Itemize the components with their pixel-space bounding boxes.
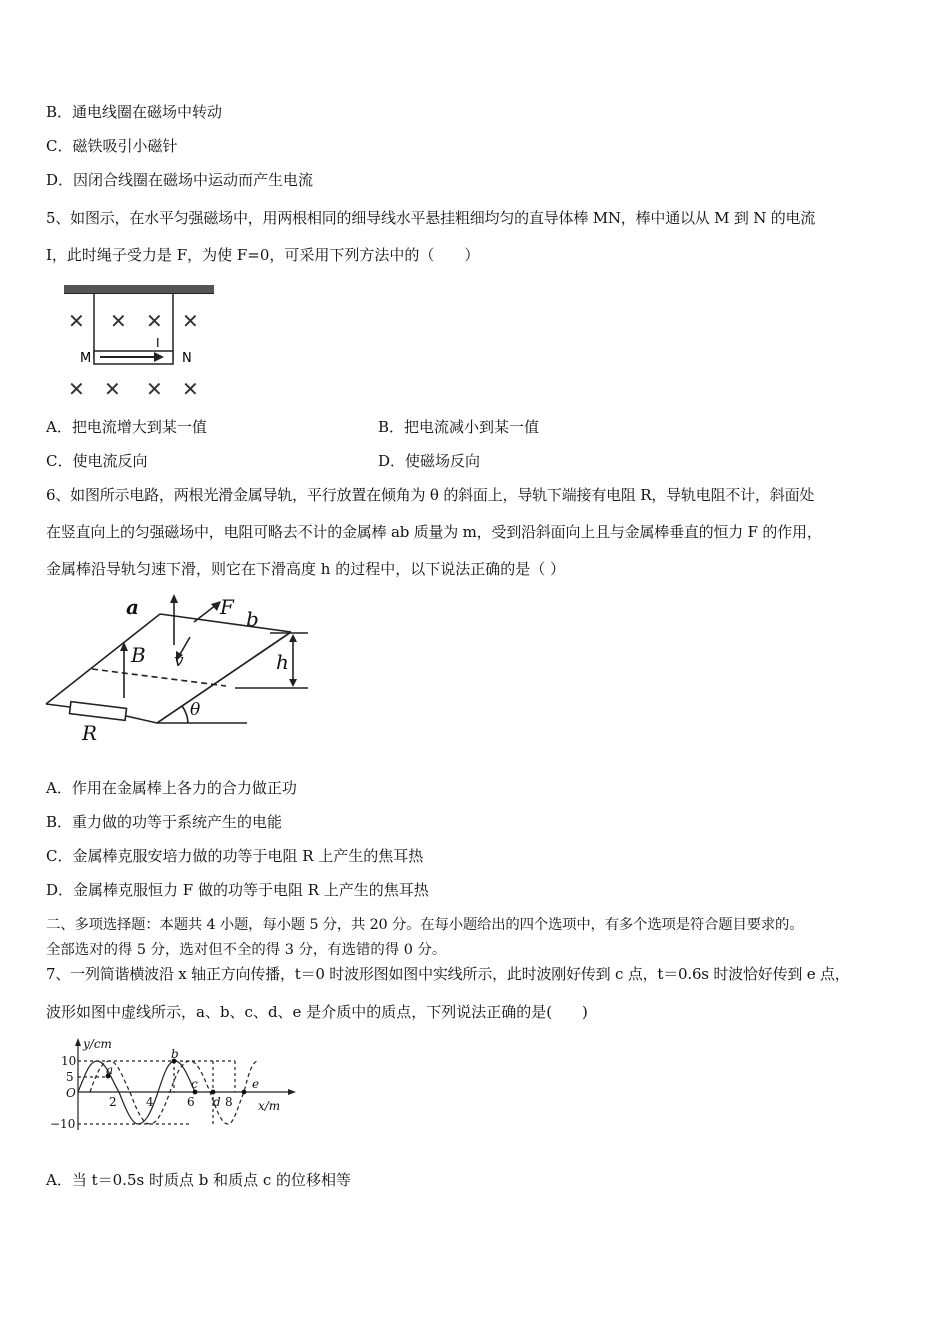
section2-line2: 全部选对的得 5 分，选对但不全的得 3 分，有选错的得 0 分。 (46, 942, 447, 958)
q5-option-b: B．把电流减小到某一值 (378, 418, 540, 436)
label-b: b (246, 607, 259, 631)
q6-option-d: D．金属棒克服恒力 F 做的功等于电阻 R 上产生的焦耳热 (46, 881, 429, 899)
q4-option-b: B．通电线圈在磁场中转动 (46, 103, 223, 121)
label-field-b: B (131, 643, 146, 667)
field-cross: ✕ (104, 377, 121, 401)
bottom-wire (46, 704, 70, 707)
label-b: b (171, 1047, 179, 1061)
q6-stem-line2: 在竖直向上的匀强磁场中，电阻可略去不计的金属棒 ab 质量为 m，受到沿斜面向上且与金属棒垂直的恒力 F 的作用， (46, 523, 822, 541)
q7-stem-line2: 波形如图中虚线所示，a、b、c、d、e 是介质中的质点，下列说法正确的是( ) (46, 1003, 588, 1021)
field-cross: ✕ (68, 309, 85, 333)
ceiling-hatch (64, 285, 214, 293)
label-f: F (220, 595, 234, 619)
tick-y-neg10: −10 (50, 1117, 76, 1131)
slope-incline (157, 632, 291, 723)
q6-stem-line3: 金属棒沿导轨匀速下滑，则它在下滑高度 h 的过程中，以下说法正确的是（ ） (46, 560, 565, 578)
tick-y-5: 5 (66, 1070, 74, 1084)
label-theta: θ (190, 700, 201, 720)
q5-figure (60, 283, 220, 403)
q5-stem-line2: I，此时绳子受力是 F，为使 F=0，可采用下列方法中的（ ） (46, 246, 480, 264)
label-m: M (80, 351, 92, 366)
q7-wave-figure (40, 1036, 300, 1136)
q4-option-d: D．因闭合线圈在磁场中运动而产生电流 (46, 171, 314, 189)
q5-stem-line1: 5、如图示，在水平匀强磁场中，用两根相同的细导线水平悬挂粗细均匀的直导体棒 MN，棒中通以从 M 到 N 的电流 (46, 209, 816, 227)
theta-arc (182, 706, 188, 723)
q7-option-a: A．当 t＝0.5s 时质点 b 和质点 c 的位移相等 (46, 1171, 352, 1189)
label-a: a (106, 1063, 114, 1077)
field-cross: ✕ (68, 377, 85, 401)
q4-option-c: C．磁铁吸引小磁针 (46, 137, 178, 155)
q5-option-c: C．使电流反向 (46, 452, 148, 470)
label-n: N (182, 351, 192, 366)
tick-x-2: 2 (109, 1095, 117, 1109)
q6-option-b: B．重力做的功等于系统产生的电能 (46, 813, 283, 831)
q5-option-a: A．把电流增大到某一值 (46, 418, 207, 436)
label-h: h (276, 650, 289, 674)
tick-x-6: 6 (187, 1095, 195, 1109)
field-cross: ✕ (110, 309, 127, 333)
point-e (242, 1090, 247, 1095)
dashed-bar (92, 669, 226, 686)
label-d: d (213, 1095, 221, 1109)
label-a: a (126, 595, 139, 619)
label-e: e (252, 1077, 260, 1091)
field-cross: ✕ (146, 309, 163, 333)
field-cross: ✕ (182, 377, 199, 401)
q6-figure (40, 592, 315, 752)
q6-stem-line1: 6、如图所示电路，两根光滑金属导轨，平行放置在倾角为 θ 的斜面上，导轨下端接有电阻 R，导轨电阻不计，斜面处 (46, 486, 815, 504)
section2-line1: 二、多项选择题：本题共 4 小题，每小题 5 分，共 20 分。在每小题给出的四个选项中，有多个选项是符合题目要求的。 (46, 917, 804, 933)
q6-option-a: A．作用在金属棒上各力的合力做正功 (46, 779, 297, 797)
resistor (69, 702, 126, 721)
label-v: v (174, 651, 184, 671)
tick-x-4: 4 (146, 1095, 154, 1109)
field-cross: ✕ (146, 377, 163, 401)
label-c: c (191, 1077, 198, 1091)
y-axis-label: y/cm (83, 1037, 112, 1051)
tick-y-10: 10 (61, 1054, 77, 1068)
field-cross: ✕ (182, 309, 199, 333)
point-d (211, 1090, 216, 1095)
label-r: R (82, 721, 98, 745)
q5-option-d: D．使磁场反向 (378, 452, 481, 470)
origin-label: O (66, 1086, 76, 1100)
q6-option-c: C．金属棒克服安培力做的功等于电阻 R 上产生的焦耳热 (46, 847, 424, 865)
tick-x-8: 8 (225, 1095, 233, 1109)
x-axis-label: x/m (258, 1099, 281, 1113)
current-label: I (156, 336, 160, 350)
q7-stem-line1: 7、一列简谐横波沿 x 轴正方向传播，t＝0 时波形图如图中实线所示，此时波刚好传到 c 点，t＝0.6s 时波恰好传到 e 点， (46, 965, 850, 983)
bottom-wire (126, 716, 157, 723)
